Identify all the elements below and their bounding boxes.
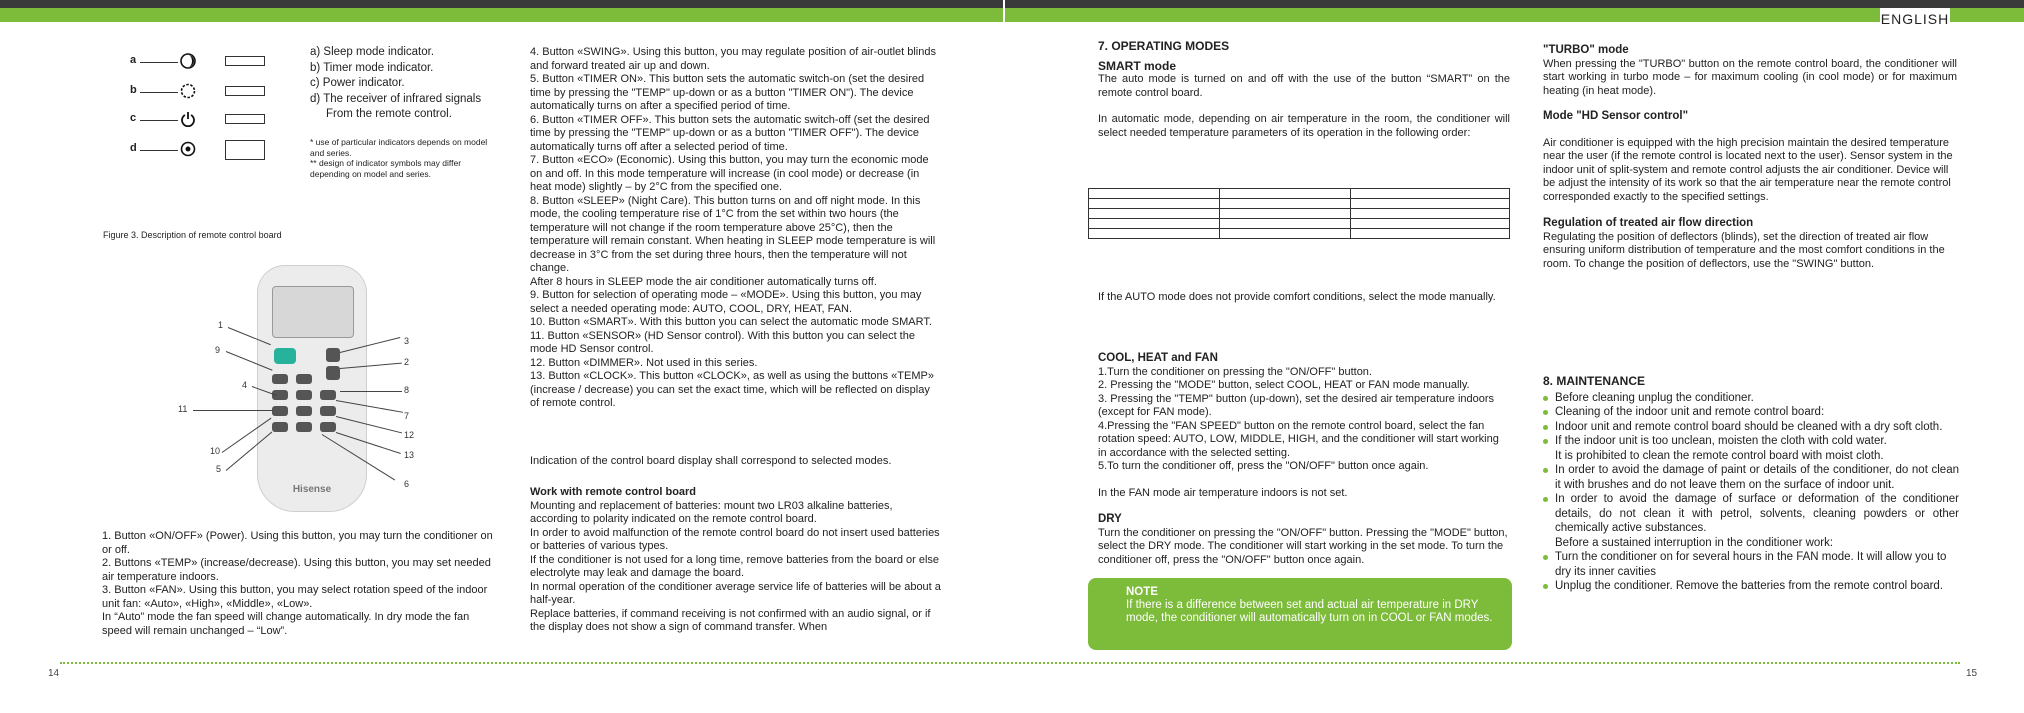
page-number-right: 15 [1966, 668, 1978, 679]
remote-button [320, 390, 336, 400]
button-descriptions-1 [102, 530, 494, 638]
leader-line [140, 62, 178, 63]
callout-label: 4 [242, 380, 248, 390]
section-heading: 7. OPERATING MODES [1098, 39, 1230, 53]
indicator-row-b [130, 82, 290, 102]
page-number-left: 14 [48, 668, 60, 679]
indication-note: Indication of the control board display shall correspond to selected modes. [530, 455, 892, 467]
moon-icon [180, 53, 196, 69]
paragraph: 11. Button «SENSOR» (HD Sensor control). With this button you can select the mode HD Sensor control. [530, 329, 915, 355]
list-item: c) Power indicator. [310, 77, 405, 89]
list-item: b) Timer mode indicator. [310, 61, 434, 74]
timer-icon [180, 83, 196, 99]
note-box [1088, 578, 1512, 650]
paragraph: When pressing the "TURBO" button on the remote control board, the conditioner will start working in turbo mode – for maximum cooling (in cool mode) or for maximum heating (in heat mode). [1543, 57, 1957, 97]
paragraph: 4.Pressing the "FAN SPEED" button on the remote control board, select the fan rotation speed: AUTO, LOW, MIDDLE, HIGH, and the conditioner will start working in accordance with the selected setting. [1098, 419, 1499, 459]
auto-note: If the AUTO mode does not provide comfort conditions, select the mode manually. [1098, 291, 1496, 303]
list-item: From the remote control. [326, 108, 452, 120]
section-heading: Work with remote control board [530, 486, 697, 498]
indicator-letter: a [130, 54, 137, 66]
remote-button [320, 406, 336, 416]
list-item: a) Sleep mode indicator. [310, 46, 435, 58]
indicator-light [225, 114, 265, 124]
brand-logo: Hisense [292, 484, 332, 495]
indicator-row-d [130, 140, 290, 160]
note-heading: NOTE [1126, 586, 1158, 598]
paragraph: In “Auto” mode the fan speed will change automatically. In dry mode the fan speed will remain unchanged – “Low”. [102, 611, 470, 637]
figure-caption: Figure 3. Description of remote control board [103, 230, 282, 240]
operating-modes-section [1098, 40, 1510, 140]
callout-label: 6 [404, 479, 410, 489]
remote-button [296, 374, 312, 384]
callout-label: 12 [404, 430, 415, 440]
paragraph: 13. Button «CLOCK». This button «CLOCK», as well as using the buttons «TEMP» (increase / decrease) you can set the exact time, which will be reflected on display of remote control. [530, 370, 934, 409]
top-dark-bar [0, 0, 2024, 8]
callout-label: 1 [218, 320, 224, 330]
indicator-row-a [130, 52, 290, 72]
callout-label: 8 [404, 385, 410, 395]
list-item: Cleaning of the indoor unit and remote control board: [1543, 405, 1959, 420]
subheading: Regulation of treated air flow direction [1543, 217, 1754, 229]
callout-label: 5 [216, 464, 222, 474]
paragraph: 5.To turn the conditioner off, press the "ON/OFF" button once again. [1098, 460, 1429, 472]
list-item: In order to avoid the damage of surface or deformation of the conditioner details, do not clean it with petrol, solvents, cleaning powders or other chemically active substances. [1543, 492, 1959, 536]
maintenance-list [1543, 391, 1959, 594]
section-heading: 8. MAINTENANCE [1543, 374, 1646, 388]
leader-line [140, 150, 178, 151]
remote-display [272, 286, 354, 338]
power-icon [180, 111, 196, 127]
remote-button [272, 374, 288, 384]
paragraph: 10. Button «SMART». With this button you can select the automatic mode SMART. [530, 316, 932, 328]
remote-button [272, 406, 288, 416]
indicator-light [225, 56, 265, 66]
indicator-list [310, 45, 500, 123]
paragraph: If the conditioner is not used for a long time, remove batteries from the board or else electrolyte may leak and damage the board. [530, 553, 940, 579]
paragraph: 7. Button «ECO» (Economic). Using this button, you may turn the economic mode on and off. In this mode temperature will increase (in cool mode) or decrease (in heat mode) slightly – by 2°C from the specified one. [530, 154, 929, 193]
remote-button [296, 422, 312, 432]
leader-line [140, 92, 178, 93]
paragraph: 3. Pressing the "TEMP" button (up-down), set the desired air temperature indoors (except for FAN mode). [1098, 392, 1495, 418]
table-row [1089, 189, 1510, 199]
paragraph: 2. Buttons «TEMP» (increase/decrease). Using this button, you may set needed air temperature indoors. [102, 557, 491, 583]
callout-label: 3 [404, 336, 410, 346]
paragraph: 1. Button «ON/OFF» (Power). Using this button, you may turn the conditioner on or off. [102, 530, 493, 556]
right-column [1543, 44, 1957, 271]
paragraph: In order to avoid malfunction of the remote control board do not insert used batteries or batteries of various types. [530, 526, 940, 552]
paragraph: In automatic mode, depending on air temperature in the room, the conditioner will select needed temperature parameters of its operation in the following order: [1098, 113, 1510, 139]
list-item: d) The receiver of infrared signals [310, 92, 482, 105]
leader-line [140, 120, 178, 121]
top-green-bar [0, 8, 2024, 22]
auto-mode-table [1088, 188, 1510, 239]
subheading: COOL, HEAT and FAN [1098, 352, 1218, 364]
paragraph: Air conditioner is equipped with the high precision maintain the desired temperature near the user (if the remote control is located next to the user). Sensor system in the indoor unit of split-system and remote control adjusts the air conditioner. Device will be adjust the intensity of its work so that the air temperature near the remote control corresponded exactly to the specified settings. [1543, 136, 1953, 203]
subheading: SMART mode [1098, 58, 1176, 73]
paragraph: After 8 hours in SLEEP mode the air conditioner automatically turns off. [530, 275, 877, 288]
paragraph: 3. Button «FAN». Using this button, you may select rotation speed of the indoor unit fan: «Auto», «High», «Middle», «Low». [102, 584, 488, 610]
indicator-row-c [130, 110, 290, 130]
list-item: In order to avoid the damage of paint or details of the conditioner, do not clean it with brushes and do not leave them on the surface of indoor unit. [1543, 463, 1959, 492]
footer-dotted-line [60, 662, 1960, 664]
list-item: Before cleaning unplug the conditioner. [1543, 391, 1959, 406]
remote-control-image [257, 265, 367, 512]
remote-button [320, 422, 336, 432]
paragraph: 5. Button «TIMER ON». This button sets the automatic switch-on (set the desired time by pressing the "TEMP" up-down or as a button "TIMER ON"). The device automatically turns on after a specified period of time. [530, 73, 925, 112]
paragraph: Replace batteries, if command receiving is not confirmed with an audio signal, or if the display does not show a sign of command transfer. When [530, 607, 931, 633]
indicator-letter: c [130, 112, 137, 124]
power-button [274, 348, 296, 364]
footnote: * use of particular indicators depends on model and series. [310, 137, 488, 158]
remote-button [296, 406, 312, 416]
paragraph: Turn the conditioner on pressing the "ON/OFF" button. Pressing the "MODE" button, select the DRY mode. The conditioner will start working in the set mode. To turn the conditioner off, press the "ON/OFF" button once again. [1098, 526, 1508, 566]
subheading: "TURBO" mode [1543, 44, 1629, 56]
paragraph: 8. Button «SLEEP» (Night Care). This button turns on and off night mode. In this mode, the cooling temperature rise of 1°C from the set within two hours (the temperature will not change if the room temperature above 25°C), then the temperature will remain constant. When heating in SLEEP mode temperature is will decrease in 3°C from the set during three hours, then the temperature will not change. [530, 194, 936, 274]
temp-up-button [326, 348, 340, 362]
indicator-light [225, 86, 265, 96]
button-descriptions-2 [530, 46, 940, 411]
list-item: Turn the conditioner on for several hours in the FAN mode. It will allow you to dry its inner cavities [1543, 550, 1959, 579]
paragraph: 2. Pressing the "MODE" button, select COOL, HEAT or FAN mode manually. [1098, 379, 1470, 391]
table-row [1089, 209, 1510, 219]
table-row [1089, 229, 1510, 239]
paragraph: The auto mode is turned on and off with the use of the button “SMART” on the remote control board. [1098, 73, 1510, 99]
indicator-letter: b [130, 84, 137, 96]
maintenance-section [1543, 374, 1959, 594]
list-item: Indoor unit and remote control board should be cleaned with a dry soft cloth. [1543, 420, 1959, 435]
callout-label: 11 [178, 404, 188, 414]
paragraph: 9. Button for selection of operating mode – «MODE». Using this button, you may select a needed operating mode: AUTO, COOL, DRY, HEAT, FAN. [530, 289, 922, 315]
list-item: Before a sustained interruption in the conditioner work: [1555, 536, 1834, 549]
paragraph: 6. Button «TIMER OFF». This button sets the automatic switch-off (set the desired time by pressing the "TEMP" up-down or as a button "TIMER OFF"). The device automatically turns off after a selected period of time. [530, 113, 930, 153]
paragraph: Regulating the position of deflectors (blinds), set the direction of treated air flow ensuring uniform distribution of temperature and the most comfort conditions in the room. To change the position of deflectors, use the "SWING" button. [1543, 230, 1945, 270]
callout-label: 7 [404, 411, 410, 421]
leader-line [193, 410, 273, 411]
paragraph: 12. Button «DIMMER». Not used in this series. [530, 356, 758, 369]
footnote: ** design of indicator symbols may differ depending on model and series. [310, 158, 462, 179]
callout-label: 9 [215, 345, 221, 355]
callout-label: 10 [210, 446, 221, 456]
note-text: If there is a difference between set and actual air temperature in DRY mode, the conditioner will automatically turn on in COOL or FAN modes. [1126, 599, 1493, 624]
paragraph: 4. Button «SWING». Using this button, you may regulate position of air-outlet blinds and forward treated air up and down. [530, 46, 936, 72]
table-row [1089, 199, 1510, 209]
subheading: Mode "HD Sensor control" [1543, 110, 1689, 122]
language-label: ENGLISH [1880, 8, 1950, 30]
indicator-notes [310, 137, 495, 179]
paragraph: In normal operation of the conditioner average service life of batteries will be about a half-year. [530, 580, 941, 606]
remote-button [272, 422, 288, 432]
list-item: It is prohibited to clean the remote control board with moist cloth. [1555, 449, 1884, 462]
table-row [1089, 219, 1510, 229]
list-item: If the indoor unit is too unclean, moisten the cloth with cold water. [1543, 434, 1959, 449]
receiver-window [225, 140, 265, 160]
page-divider [1003, 0, 1005, 22]
list-item: Unplug the conditioner. Remove the batteries from the remote control board. [1543, 579, 1959, 594]
paragraph: 1.Turn the conditioner on pressing the "ON/OFF" button. [1098, 365, 1372, 378]
subheading: DRY [1098, 513, 1122, 525]
callout-label: 2 [404, 357, 410, 367]
cool-heat-fan-section [1098, 352, 1510, 567]
leader-line [340, 391, 402, 392]
callout-label: 13 [404, 450, 415, 460]
work-section [530, 486, 942, 635]
paragraph: Mounting and replacement of batteries: mount two LR03 alkaline batteries, according to polarity indicated on the remote control board. [530, 499, 893, 525]
paragraph: In the FAN mode air temperature indoors is not set. [1098, 486, 1348, 499]
receiver-icon [180, 141, 196, 157]
indicator-letter: d [130, 142, 137, 154]
temp-down-button [326, 366, 340, 380]
remote-button [296, 390, 312, 400]
